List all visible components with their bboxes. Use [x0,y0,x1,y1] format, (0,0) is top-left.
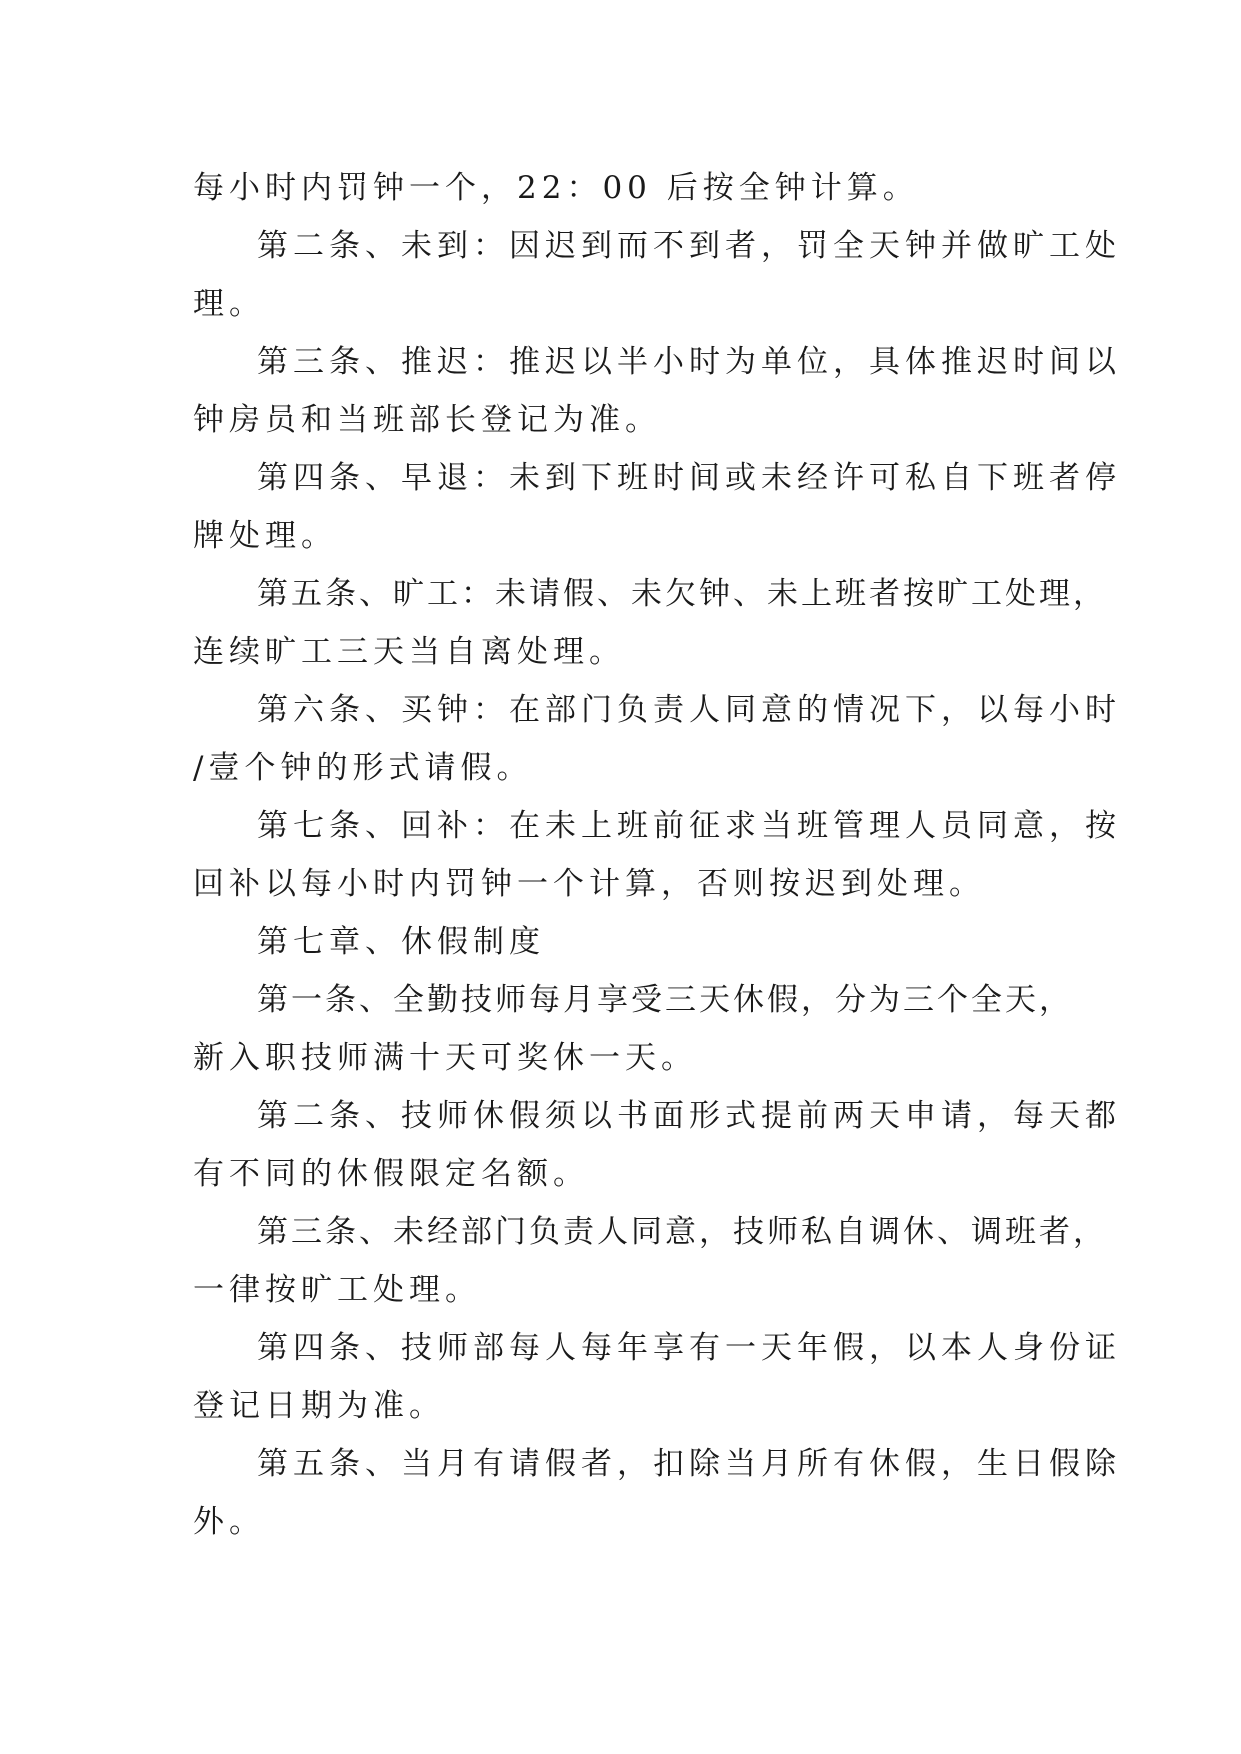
text-line: 第六条、买钟：在部门负责人同意的情况下，以每小时 [257,692,1121,728]
text-line: 第七条、回补：在未上班前征求当班管理人员同意，按 [257,808,1121,844]
text-line: 理。 [193,286,265,322]
text-line: 牌处理。 [193,518,337,554]
text-line: 第三条、未经部门负责人同意，技师私自调休、调班者， [257,1214,1107,1250]
text-line: 第三条、推迟：推迟以半小时为单位，具体推迟时间以 [257,344,1121,380]
text-line: 第五条、旷工：未请假、未欠钟、未上班者按旷工处理， [257,576,1107,612]
text-line: 第二条、技师休假须以书面形式提前两天申请，每天都 [257,1098,1121,1134]
text-line: 每小时内罚钟一个，22：00 后按全钟计算。 [193,170,919,206]
chapter-heading: 第七章、休假制度 [257,924,545,960]
text-line: 外。 [193,1504,265,1540]
text-line: 钟房员和当班部长登记为准。 [193,402,661,438]
document-body [193,159,1121,1551]
text-line: 连续旷工三天当自离处理。 [193,634,625,670]
text-line: 回补以每小时内罚钟一个计算，否则按迟到处理。 [193,866,985,902]
text-line: /壹个钟的形式请假。 [193,750,533,786]
text-line: 第四条、技师部每人每年享有一天年假，以本人身份证 [257,1330,1121,1366]
text-line: 第一条、全勤技师每月享受三天休假，分为三个全天， [257,982,1073,1018]
text-line: 新入职技师满十天可奖休一天。 [193,1040,697,1076]
text-line: 登记日期为准。 [193,1388,445,1424]
text-line: 第二条、未到：因迟到而不到者，罚全天钟并做旷工处 [257,228,1121,264]
text-line: 一律按旷工处理。 [193,1272,481,1308]
text-line: 第五条、当月有请假者，扣除当月所有休假，生日假除 [257,1446,1121,1482]
text-line: 第四条、早退：未到下班时间或未经许可私自下班者停 [257,460,1121,496]
text-line: 有不同的休假限定名额。 [193,1156,589,1192]
